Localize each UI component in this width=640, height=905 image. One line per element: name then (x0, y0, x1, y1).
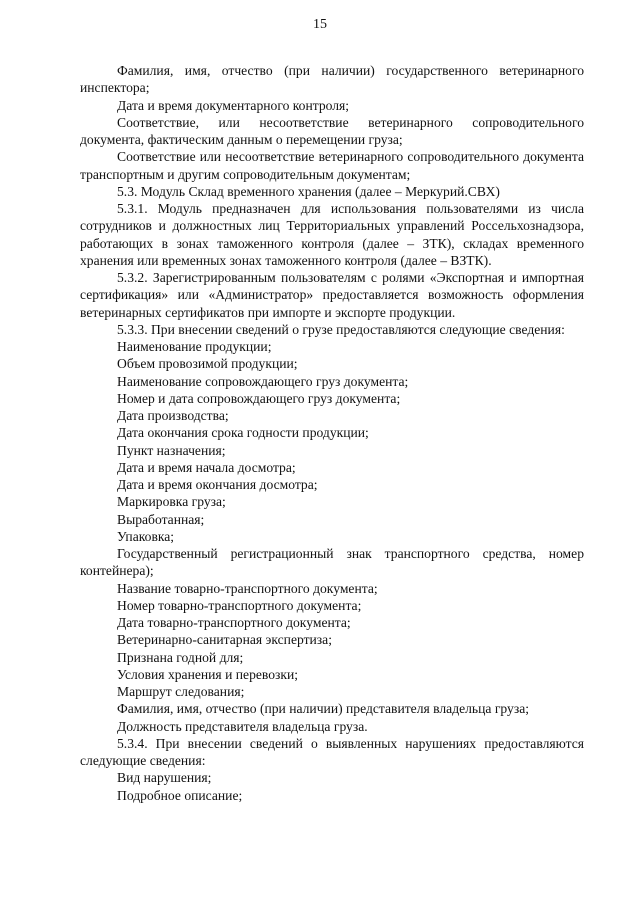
list-item: Фамилия, имя, отчество (при наличии) представителя владельца груза; (117, 701, 530, 717)
section-heading: 5.3. Модуль Склад временного хранения (далее – Меркурий.СВХ) (117, 183, 500, 199)
list-item: Упаковка; (117, 528, 175, 544)
list-item: Название товарно-транспортного документа; (117, 580, 378, 596)
list-item: Условия хранения и перевозки; (117, 666, 299, 682)
list-item: Дата и время окончания досмотра; (117, 477, 318, 492)
list-item: Наименование продукции; (117, 339, 272, 354)
list-item: Должность представителя владельца груза. (117, 718, 368, 734)
list-item: Объем провозимой продукции; (117, 356, 298, 372)
list-item: Государственный регистрационный знак транспортного средства, номер контейнера); (80, 546, 584, 579)
list-item: Пункт назначения; (117, 442, 226, 458)
list-item: Дата окончания срока годности продукции; (117, 425, 369, 441)
paragraph: 5.3.3. При внесении сведений о грузе предоставляются следующие сведения: (117, 321, 565, 337)
list-item: Ветеринарно-санитарная экспертиза; (117, 632, 332, 648)
paragraph: Фамилия, имя, отчество (при наличии) государственного ветеринарного инспектора; (80, 63, 584, 96)
list-item: Маршрут следования; (117, 684, 245, 699)
paragraph: Дата и время документарного контроля; (117, 97, 350, 113)
list-item: Подробное описание; (117, 787, 243, 803)
page-number: 15 (313, 17, 327, 32)
list-item: Вид нарушения; (117, 770, 212, 786)
paragraph: 5.3.2. Зарегистрированным пользователям с ролями «Экспортная и импортная сертификация» или «Администратор» предоставляется возможность оформления ветеринарных сертификатов при импорте и экспорте продукции. (80, 270, 584, 320)
list-item: Признана годной для; (117, 649, 244, 665)
list-item: Дата товарно-транспортного документа; (117, 615, 351, 630)
paragraph: 5.3.4. При внесении сведений о выявленных нарушениях предоставляются следующие сведения: (80, 735, 584, 768)
list-item: Выработанная; (117, 511, 205, 527)
list-item: Дата и время начала досмотра; (117, 459, 296, 475)
list-item: Маркировка груза; (117, 494, 226, 510)
list-item: Наименование сопровождающего груз документа; (117, 373, 409, 389)
document-body (80, 62, 584, 804)
paragraph: Соответствие или несоответствие ветеринарного сопроводительного документа транспортным и другим сопроводительным документам; (80, 149, 584, 182)
list-item: Дата производства; (117, 408, 229, 423)
paragraph: Соответствие, или несоответствие ветеринарного сопроводительного документа, фактическим данным о перемещении груза; (80, 114, 584, 147)
list-item: Номер товарно-транспортного документа; (117, 597, 362, 613)
paragraph: 5.3.1. Модуль предназначен для использования пользователями из числа сотрудников и должностных лиц Территориальных управлений Россельхознадзора, работающих в зонах таможенного контроля (далее – ЗТК), складах временного хранения или временных зонах таможенного контроля (далее – ВЗТК). (80, 201, 584, 268)
list-item: Номер и дата сопровождающего груз документа; (117, 390, 401, 406)
